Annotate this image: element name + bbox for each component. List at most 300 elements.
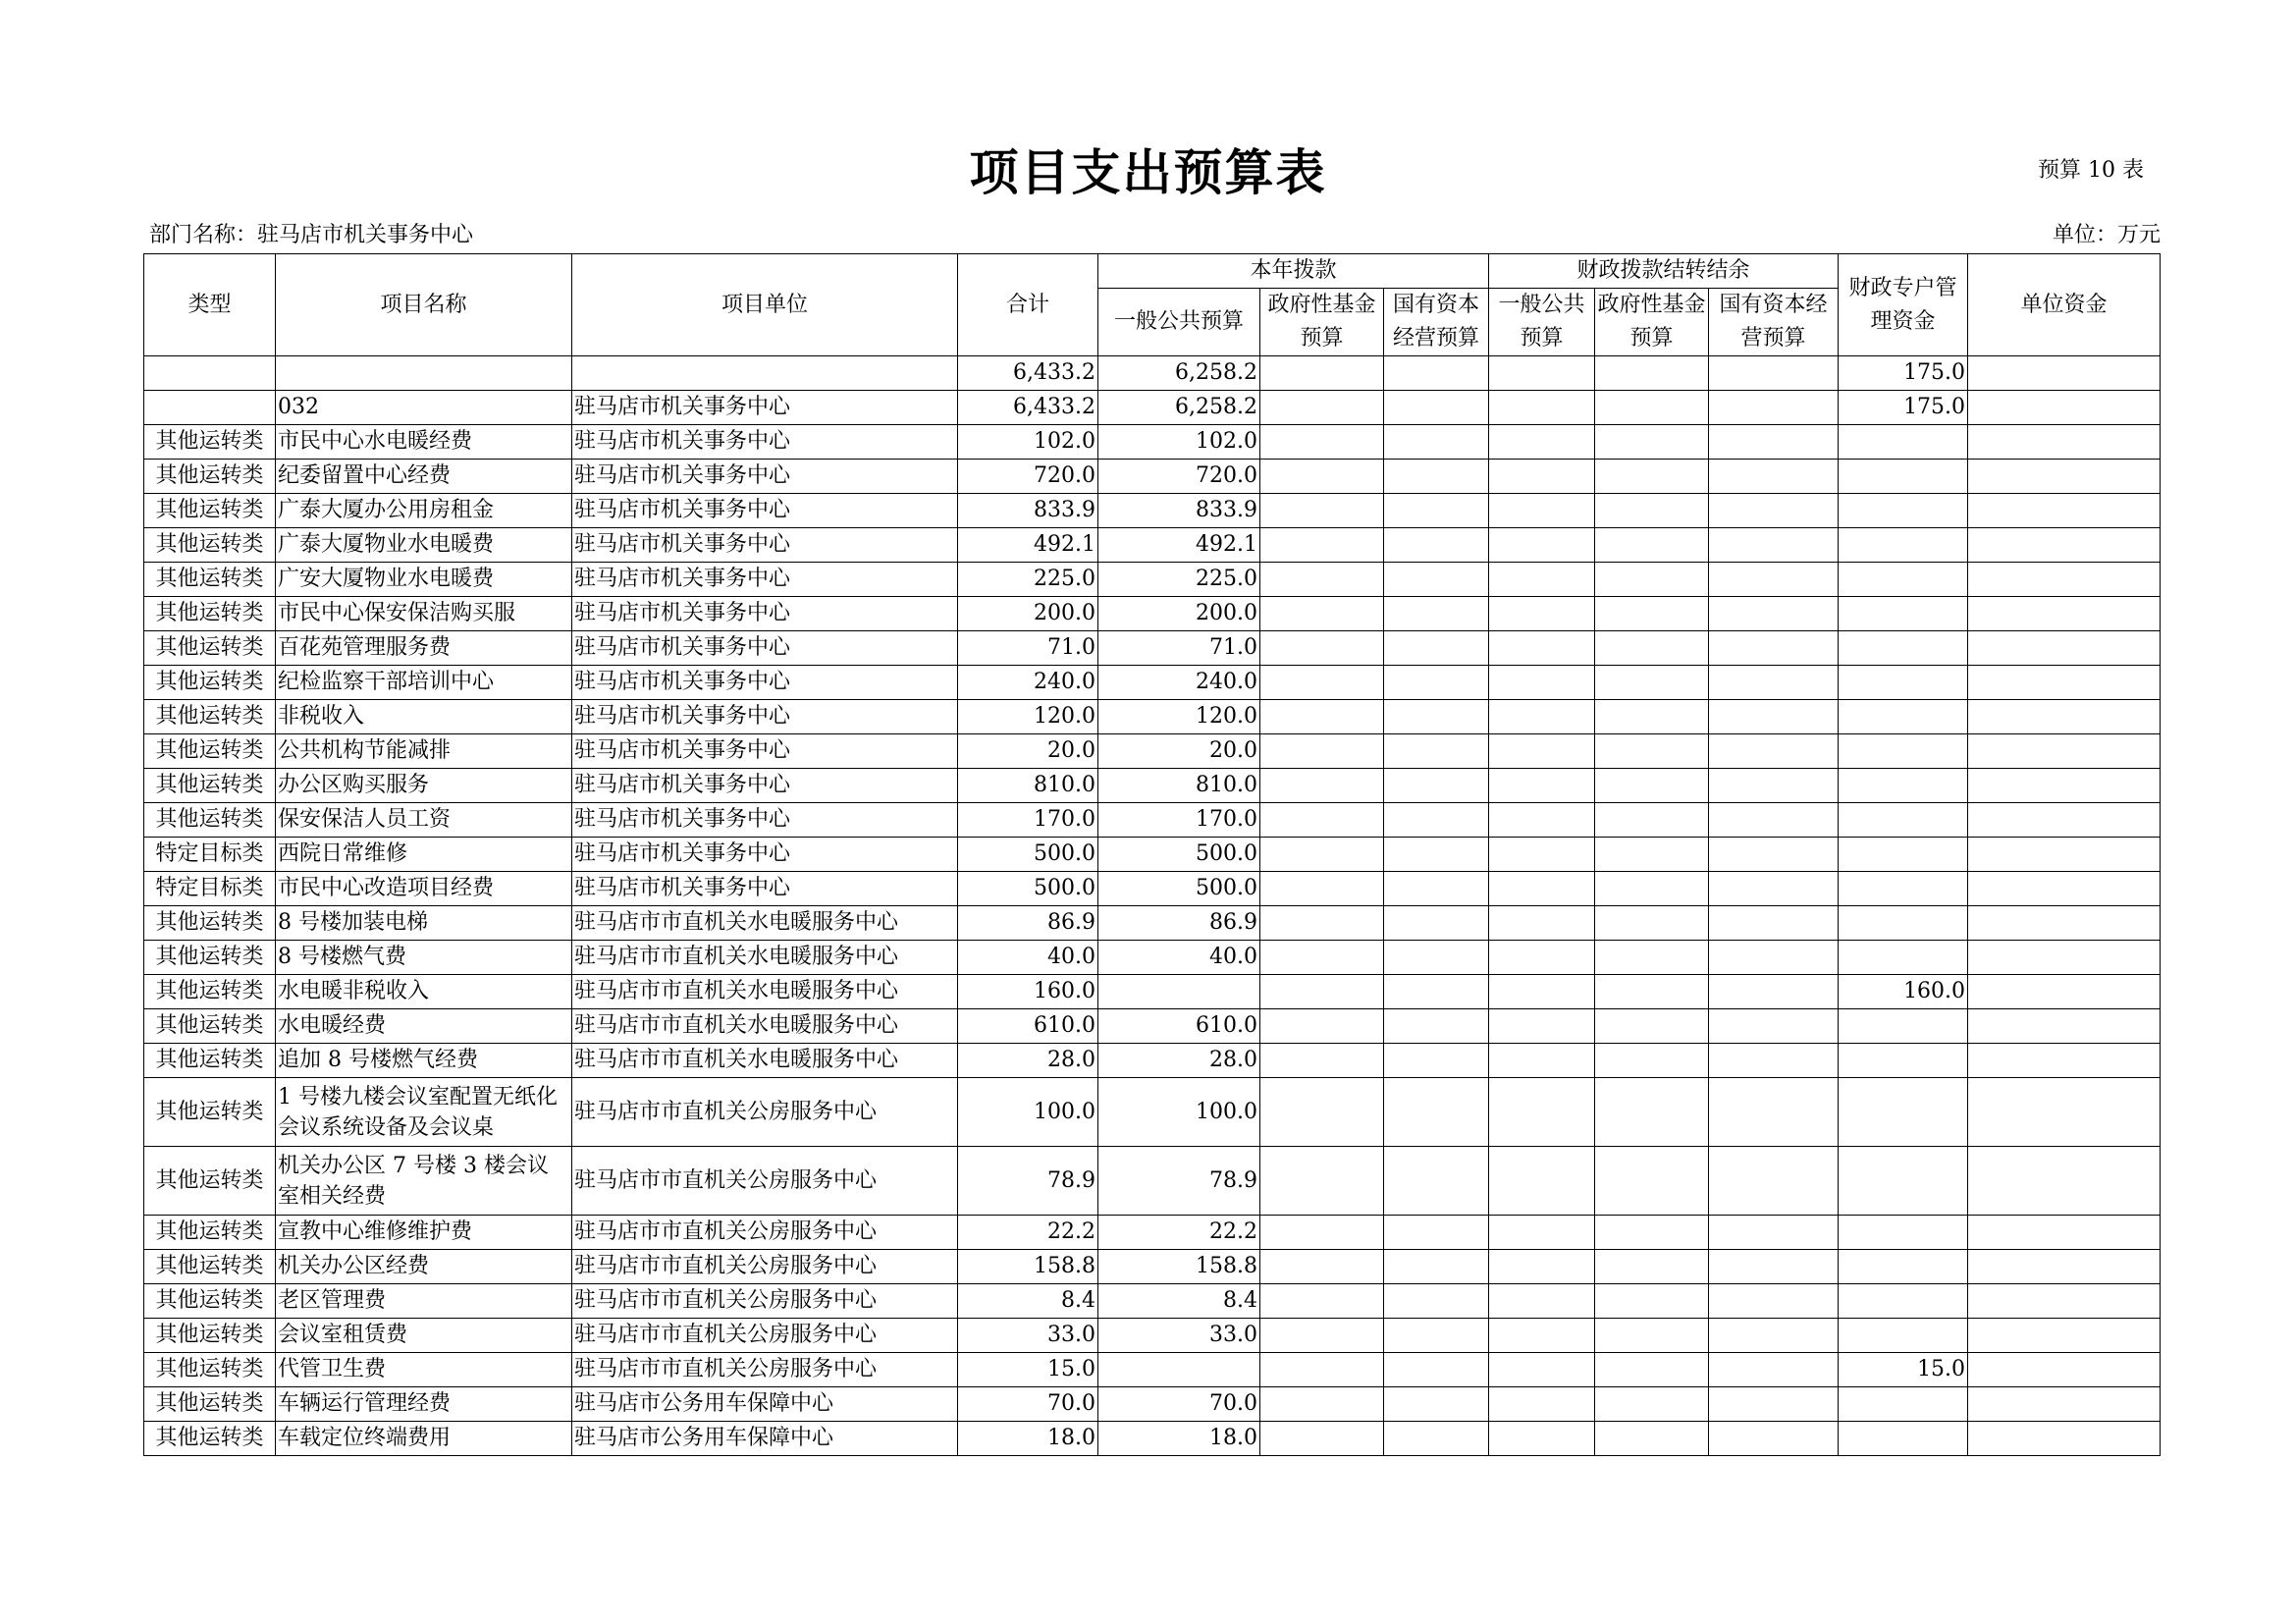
cell-special-fund [1839,597,1968,631]
cell-carryover-general [1489,1422,1595,1456]
cell-gov-fund [1260,872,1384,906]
cell-carryover-general [1489,460,1595,494]
cell-carryover-state-capital [1709,941,1839,975]
cell-unit: 驻马店市市直机关公房服务中心 [572,1250,958,1284]
cell-general-budget: 40.0 [1098,941,1260,975]
cell-general-budget: 500.0 [1098,838,1260,872]
col-carryover-gov-fund: 政府性基金预算 [1595,289,1709,356]
cell-special-fund [1839,528,1968,563]
cell-total: 40.0 [958,941,1098,975]
cell-project: 032 [276,391,572,425]
cell-carryover-gov-fund [1595,494,1709,528]
cell-carryover-gov-fund [1595,1284,1709,1319]
cell-special-fund [1839,1250,1968,1284]
cell-project: 市民中心水电暖经费 [276,425,572,460]
cell-state-capital [1384,460,1489,494]
table-row [144,803,2161,838]
cell-carryover-state-capital [1709,597,1839,631]
cell-unit: 驻马店市机关事务中心 [572,769,958,803]
col-carryover-general: 一般公共预算 [1489,289,1595,356]
cell-state-capital [1384,494,1489,528]
cell-carryover-gov-fund [1595,941,1709,975]
cell-project: 办公区购买服务 [276,769,572,803]
table-row [144,1387,2161,1422]
cell-gov-fund [1260,838,1384,872]
cell-special-fund [1839,734,1968,769]
cell-type: 其他运转类 [144,597,276,631]
cell-special-fund: 15.0 [1839,1353,1968,1387]
cell-special-fund [1839,1216,1968,1250]
cell-carryover-state-capital [1709,425,1839,460]
cell-special-fund [1839,425,1968,460]
cell-general-budget: 6,258.2 [1098,391,1260,425]
col-state-capital: 国有资本经营预算 [1384,289,1489,356]
cell-carryover-general [1489,734,1595,769]
cell-unit: 驻马店市市直机关公房服务中心 [572,1147,958,1216]
cell-special-fund [1839,1044,1968,1078]
cell-carryover-general [1489,391,1595,425]
cell-carryover-general [1489,1216,1595,1250]
cell-gov-fund [1260,1353,1384,1387]
cell-state-capital [1384,1078,1489,1147]
cell-unit: 驻马店市市直机关水电暖服务中心 [572,906,958,941]
cell-carryover-general [1489,631,1595,666]
table-row [144,1250,2161,1284]
cell-own-fund [1968,528,2161,563]
cell-special-fund [1839,1284,1968,1319]
cell-gov-fund [1260,1147,1384,1216]
cell-carryover-state-capital [1709,1284,1839,1319]
cell-general-budget: 833.9 [1098,494,1260,528]
cell-own-fund [1968,391,2161,425]
cell-general-budget: 610.0 [1098,1009,1260,1044]
table-row [144,906,2161,941]
cell-carryover-state-capital [1709,356,1839,391]
cell-type: 其他运转类 [144,769,276,803]
cell-state-capital [1384,425,1489,460]
cell-state-capital [1384,1044,1489,1078]
cell-unit: 驻马店市市直机关水电暖服务中心 [572,1044,958,1078]
cell-general-budget: 70.0 [1098,1387,1260,1422]
cell-general-budget: 500.0 [1098,872,1260,906]
cell-carryover-state-capital [1709,906,1839,941]
table-row [144,1147,2161,1216]
cell-own-fund [1968,803,2161,838]
table-row [144,528,2161,563]
cell-own-fund [1968,1009,2161,1044]
cell-unit: 驻马店市公务用车保障中心 [572,1387,958,1422]
cell-gov-fund [1260,803,1384,838]
cell-carryover-gov-fund [1595,1353,1709,1387]
cell-total: 102.0 [958,425,1098,460]
cell-project: 市民中心改造项目经费 [276,872,572,906]
cell-state-capital [1384,356,1489,391]
cell-total: 15.0 [958,1353,1098,1387]
cell-general-budget: 810.0 [1098,769,1260,803]
cell-general-budget [1098,975,1260,1009]
cell-special-fund [1839,700,1968,734]
cell-general-budget: 78.9 [1098,1147,1260,1216]
cell-carryover-state-capital [1709,1387,1839,1422]
cell-gov-fund [1260,460,1384,494]
cell-total: 71.0 [958,631,1098,666]
cell-own-fund [1968,1216,2161,1250]
cell-type: 其他运转类 [144,494,276,528]
cell-own-fund [1968,872,2161,906]
cell-state-capital [1384,1422,1489,1456]
cell-type: 其他运转类 [144,941,276,975]
cell-own-fund [1968,356,2161,391]
cell-carryover-general [1489,597,1595,631]
cell-carryover-gov-fund [1595,1422,1709,1456]
cell-carryover-gov-fund [1595,528,1709,563]
cell-total: 70.0 [958,1387,1098,1422]
unit-label: 单位：万元 [2052,223,2161,247]
cell-gov-fund [1260,528,1384,563]
cell-type: 其他运转类 [144,803,276,838]
cell-project: 非税收入 [276,700,572,734]
cell-project: 代管卫生费 [276,1353,572,1387]
table-row [144,1009,2161,1044]
cell-own-fund [1968,563,2161,597]
cell-total: 6,433.2 [958,356,1098,391]
cell-carryover-state-capital [1709,1353,1839,1387]
cell-carryover-gov-fund [1595,597,1709,631]
cell-total: 86.9 [958,906,1098,941]
table-row [144,597,2161,631]
cell-project: 百花苑管理服务费 [276,631,572,666]
cell-general-budget: 158.8 [1098,1250,1260,1284]
cell-total: 100.0 [958,1078,1098,1147]
cell-special-fund [1839,631,1968,666]
cell-project: 保安保洁人员工资 [276,803,572,838]
cell-project: 老区管理费 [276,1284,572,1319]
cell-carryover-gov-fund [1595,1044,1709,1078]
cell-unit: 驻马店市机关事务中心 [572,460,958,494]
cell-type: 其他运转类 [144,1147,276,1216]
cell-unit: 驻马店市公务用车保障中心 [572,1422,958,1456]
cell-state-capital [1384,1284,1489,1319]
cell-type: 其他运转类 [144,700,276,734]
cell-carryover-state-capital [1709,872,1839,906]
table-row [144,872,2161,906]
cell-gov-fund [1260,1250,1384,1284]
cell-carryover-general [1489,1147,1595,1216]
cell-own-fund [1968,1319,2161,1353]
cell-total: 610.0 [958,1009,1098,1044]
cell-type: 其他运转类 [144,1353,276,1387]
cell-state-capital [1384,528,1489,563]
table-row [144,1422,2161,1456]
cell-own-fund [1968,769,2161,803]
cell-project: 车辆运行管理经费 [276,1387,572,1422]
cell-carryover-general [1489,666,1595,700]
cell-carryover-general [1489,528,1595,563]
cell-carryover-general [1489,563,1595,597]
table-row [144,1353,2161,1387]
cell-state-capital [1384,941,1489,975]
cell-carryover-general [1489,838,1595,872]
table-row [144,975,2161,1009]
cell-general-budget: 6,258.2 [1098,356,1260,391]
cell-type: 其他运转类 [144,631,276,666]
cell-state-capital [1384,734,1489,769]
table-row [144,494,2161,528]
cell-gov-fund [1260,425,1384,460]
cell-total: 8.4 [958,1284,1098,1319]
cell-gov-fund [1260,1078,1384,1147]
cell-carryover-general [1489,425,1595,460]
cell-unit: 驻马店市机关事务中心 [572,528,958,563]
table-row [144,425,2161,460]
cell-type: 其他运转类 [144,1250,276,1284]
cell-special-fund [1839,666,1968,700]
cell-unit: 驻马店市机关事务中心 [572,494,958,528]
cell-total: 6,433.2 [958,391,1098,425]
cell-total: 160.0 [958,975,1098,1009]
table-row [144,734,2161,769]
cell-carryover-gov-fund [1595,1319,1709,1353]
page-title: 项目支出预算表 [969,143,1327,201]
cell-gov-fund [1260,906,1384,941]
cell-total: 200.0 [958,597,1098,631]
cell-own-fund [1968,1387,2161,1422]
table-number: 预算 10 表 [2038,158,2144,183]
cell-own-fund [1968,631,2161,666]
cell-carryover-general [1489,1319,1595,1353]
cell-carryover-general [1489,1284,1595,1319]
cell-unit: 驻马店市市直机关公房服务中心 [572,1078,958,1147]
cell-gov-fund [1260,1009,1384,1044]
cell-special-fund [1839,1422,1968,1456]
department-name: 驻马店市机关事务中心 [257,223,474,247]
cell-gov-fund [1260,597,1384,631]
cell-type: 其他运转类 [144,1387,276,1422]
cell-total: 170.0 [958,803,1098,838]
cell-project: 机关办公区经费 [276,1250,572,1284]
cell-gov-fund [1260,1319,1384,1353]
cell-total: 225.0 [958,563,1098,597]
cell-special-fund [1839,1009,1968,1044]
cell-project [276,356,572,391]
cell-carryover-gov-fund [1595,803,1709,838]
cell-own-fund [1968,906,2161,941]
cell-state-capital [1384,1250,1489,1284]
cell-carryover-state-capital [1709,838,1839,872]
cell-total: 78.9 [958,1147,1098,1216]
cell-general-budget: 8.4 [1098,1284,1260,1319]
cell-gov-fund [1260,734,1384,769]
cell-state-capital [1384,631,1489,666]
table-row [144,769,2161,803]
table-row [144,666,2161,700]
cell-general-budget: 20.0 [1098,734,1260,769]
cell-carryover-general [1489,941,1595,975]
cell-carryover-state-capital [1709,631,1839,666]
cell-carryover-gov-fund [1595,769,1709,803]
cell-carryover-state-capital [1709,769,1839,803]
cell-project: 水电暖非税收入 [276,975,572,1009]
cell-type [144,391,276,425]
cell-project: 1 号楼九楼会议室配置无纸化会议系统设备及会议桌 [276,1078,572,1147]
cell-type: 其他运转类 [144,1078,276,1147]
col-current-year: 本年拨款 [1098,254,1489,289]
col-special-fund: 财政专户管理资金 [1839,254,1968,356]
cell-gov-fund [1260,356,1384,391]
cell-general-budget: 33.0 [1098,1319,1260,1353]
cell-own-fund [1968,494,2161,528]
cell-own-fund [1968,734,2161,769]
cell-own-fund [1968,1284,2161,1319]
cell-carryover-state-capital [1709,1250,1839,1284]
cell-own-fund [1968,1147,2161,1216]
cell-carryover-state-capital [1709,734,1839,769]
cell-carryover-gov-fund [1595,356,1709,391]
cell-carryover-general [1489,1250,1595,1284]
cell-own-fund [1968,1078,2161,1147]
cell-type: 其他运转类 [144,528,276,563]
cell-total: 28.0 [958,1044,1098,1078]
cell-gov-fund [1260,1216,1384,1250]
cell-total: 120.0 [958,700,1098,734]
cell-state-capital [1384,975,1489,1009]
cell-unit: 驻马店市市直机关水电暖服务中心 [572,1009,958,1044]
cell-state-capital [1384,391,1489,425]
cell-unit: 驻马店市机关事务中心 [572,425,958,460]
col-type: 类型 [144,254,276,356]
cell-project: 公共机构节能减排 [276,734,572,769]
cell-carryover-gov-fund [1595,391,1709,425]
cell-carryover-general [1489,1387,1595,1422]
cell-special-fund [1839,563,1968,597]
cell-carryover-state-capital [1709,1319,1839,1353]
cell-gov-fund [1260,941,1384,975]
col-unit: 项目单位 [572,254,958,356]
cell-unit: 驻马店市机关事务中心 [572,631,958,666]
cell-project: 纪委留置中心经费 [276,460,572,494]
cell-own-fund [1968,975,2161,1009]
cell-project: 市民中心保安保洁购买服 [276,597,572,631]
cell-own-fund [1968,1044,2161,1078]
table-row [144,1044,2161,1078]
cell-state-capital [1384,700,1489,734]
cell-carryover-state-capital [1709,1044,1839,1078]
cell-general-budget: 200.0 [1098,597,1260,631]
cell-type: 其他运转类 [144,1216,276,1250]
col-gov-fund: 政府性基金预算 [1260,289,1384,356]
col-general-budget: 一般公共预算 [1098,289,1260,356]
cell-unit: 驻马店市市直机关水电暖服务中心 [572,975,958,1009]
table-row [144,1319,2161,1353]
cell-unit: 驻马店市机关事务中心 [572,700,958,734]
cell-gov-fund [1260,700,1384,734]
table-body [144,356,2161,1456]
cell-carryover-gov-fund [1595,460,1709,494]
cell-special-fund: 175.0 [1839,391,1968,425]
cell-carryover-state-capital [1709,803,1839,838]
cell-type: 其他运转类 [144,666,276,700]
table-row [144,700,2161,734]
cell-unit [572,356,958,391]
cell-special-fund [1839,460,1968,494]
cell-carryover-state-capital [1709,460,1839,494]
cell-state-capital [1384,769,1489,803]
cell-total: 720.0 [958,460,1098,494]
cell-carryover-gov-fund [1595,734,1709,769]
cell-general-budget: 492.1 [1098,528,1260,563]
cell-unit: 驻马店市市直机关公房服务中心 [572,1216,958,1250]
cell-gov-fund [1260,563,1384,597]
cell-special-fund: 160.0 [1839,975,1968,1009]
cell-project: 8 号楼加装电梯 [276,906,572,941]
cell-special-fund [1839,769,1968,803]
cell-total: 20.0 [958,734,1098,769]
cell-carryover-gov-fund [1595,1078,1709,1147]
header-row-1 [144,254,2161,289]
cell-own-fund [1968,700,2161,734]
cell-unit: 驻马店市机关事务中心 [572,734,958,769]
cell-type [144,356,276,391]
cell-type: 其他运转类 [144,425,276,460]
cell-state-capital [1384,906,1489,941]
cell-carryover-general [1489,906,1595,941]
cell-own-fund [1968,666,2161,700]
department-label: 部门名称： [149,223,258,247]
cell-project: 广泰大厦办公用房租金 [276,494,572,528]
cell-special-fund [1839,1078,1968,1147]
cell-gov-fund [1260,1387,1384,1422]
cell-state-capital [1384,1147,1489,1216]
cell-general-budget [1098,1353,1260,1387]
table-row [144,838,2161,872]
table-row [144,631,2161,666]
cell-general-budget: 86.9 [1098,906,1260,941]
table-row [144,1284,2161,1319]
col-own-fund: 单位资金 [1968,254,2161,356]
table-row [144,356,2161,391]
cell-state-capital [1384,1387,1489,1422]
cell-unit: 驻马店市机关事务中心 [572,838,958,872]
cell-carryover-state-capital [1709,975,1839,1009]
cell-type: 其他运转类 [144,1422,276,1456]
cell-general-budget: 170.0 [1098,803,1260,838]
cell-own-fund [1968,1422,2161,1456]
cell-general-budget: 28.0 [1098,1044,1260,1078]
cell-carryover-state-capital [1709,666,1839,700]
cell-total: 833.9 [958,494,1098,528]
cell-general-budget: 102.0 [1098,425,1260,460]
cell-carryover-gov-fund [1595,700,1709,734]
cell-carryover-state-capital [1709,1422,1839,1456]
cell-special-fund [1839,494,1968,528]
table-row [144,1216,2161,1250]
table-row [144,1078,2161,1147]
table-row [144,460,2161,494]
cell-carryover-general [1489,769,1595,803]
col-carryover-state-capital: 国有资本经营预算 [1709,289,1839,356]
cell-project: 广安大厦物业水电暖费 [276,563,572,597]
cell-state-capital [1384,666,1489,700]
cell-unit: 驻马店市机关事务中心 [572,803,958,838]
cell-state-capital [1384,1009,1489,1044]
cell-carryover-general [1489,700,1595,734]
cell-total: 492.1 [958,528,1098,563]
cell-special-fund [1839,803,1968,838]
cell-total: 240.0 [958,666,1098,700]
cell-general-budget: 18.0 [1098,1422,1260,1456]
cell-carryover-gov-fund [1595,1216,1709,1250]
col-carryover: 财政拨款结转结余 [1489,254,1839,289]
